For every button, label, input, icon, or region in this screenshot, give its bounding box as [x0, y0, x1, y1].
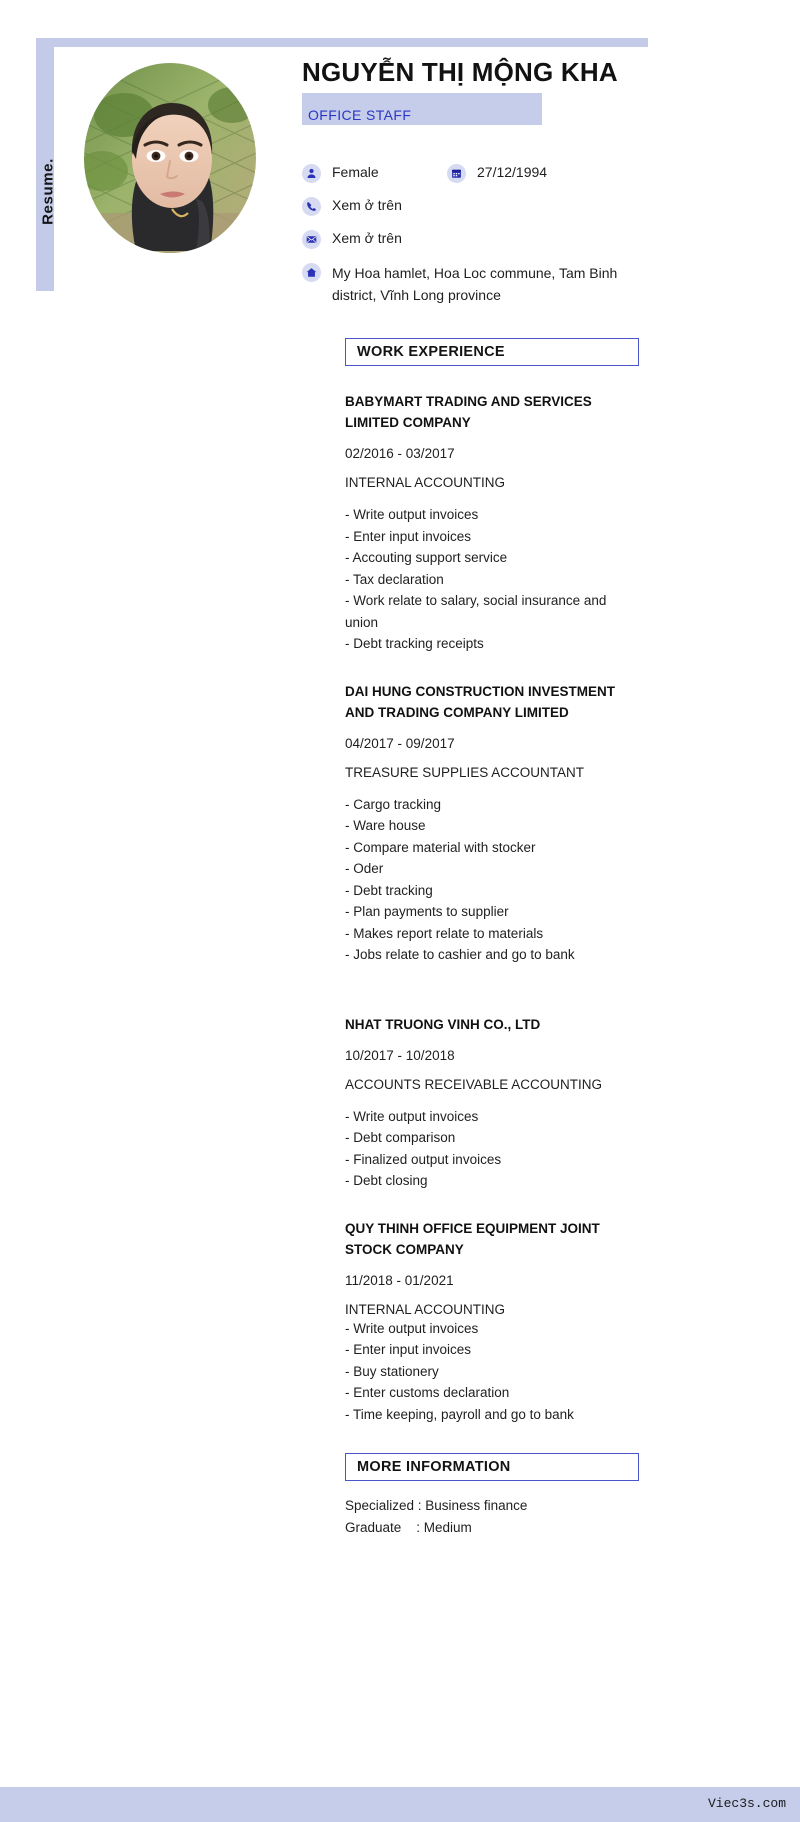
bullet-item: - Time keeping, payroll and go to bank — [345, 1406, 574, 1422]
phone-icon — [302, 197, 321, 216]
job-bullets — [345, 794, 639, 966]
bullet-item: - Work relate to salary, social insurance and union — [345, 593, 607, 630]
section-header-work-experience — [345, 338, 639, 366]
bullet-item: - Compare material with stocker — [345, 839, 536, 855]
bullet-item: - Plan payments to supplier — [345, 904, 509, 919]
resume-header — [36, 38, 648, 302]
gender-value: Female — [332, 164, 379, 180]
section-title: WORK EXPERIENCE — [357, 344, 505, 360]
job-role: TREASURE SUPPLIES ACCOUNTANT — [345, 764, 585, 780]
footer-band — [0, 1787, 800, 1822]
contact-gender — [302, 163, 447, 183]
bullet-item: - Finalized output invoices — [345, 1151, 502, 1167]
bullet-item: - Enter input invoices — [345, 528, 472, 544]
resume-vertical-label: Resume. — [39, 158, 57, 225]
bullet-item: - Tax declaration — [345, 571, 444, 587]
job-dates: 10/2017 - 10/2018 — [345, 1047, 455, 1063]
job-role: INTERNAL ACCOUNTING — [345, 1301, 506, 1317]
job-entry — [345, 391, 639, 655]
home-icon — [302, 263, 321, 282]
job-bullets — [345, 1318, 639, 1426]
bullet-item: - Debt tracking — [345, 882, 433, 898]
job-dates: 02/2016 - 03/2017 — [345, 446, 455, 461]
bullet-item: - Debt tracking receipts — [345, 636, 484, 651]
job-entry — [345, 1014, 639, 1192]
bullet-item: - Debt closing — [345, 1173, 428, 1188]
email-icon — [302, 230, 321, 249]
page-title: NGUYỄN THỊ MỘNG KHA — [302, 57, 618, 87]
bullet-item: - Write output invoices — [345, 1320, 479, 1336]
job-title: OFFICE STAFF — [308, 107, 412, 123]
job-bullets — [345, 504, 639, 655]
job-role: INTERNAL ACCOUNTING — [345, 475, 506, 490]
job-company: NHAT TRUONG VINH CO., LTD — [345, 1016, 541, 1032]
bullet-item: - Debt comparison — [345, 1130, 456, 1145]
bullet-item: - Write output invoices — [345, 507, 479, 522]
bullet-item: - Makes report relate to materials — [345, 925, 544, 941]
info-line-specialized: Specialized : Business finance — [345, 1498, 528, 1513]
bullet-item: - Ware house — [345, 818, 426, 833]
section-header-more-information — [345, 1453, 639, 1481]
contact-block — [302, 163, 648, 306]
job-company: BABYMART TRADING AND SERVICES LIMITED COMPANY — [345, 394, 592, 430]
birthday-value: 27/12/1994 — [477, 164, 548, 180]
footer-watermark: Viec3s.com — [707, 1796, 786, 1811]
job-bullets — [345, 1106, 639, 1192]
resume-body — [345, 338, 639, 1539]
bullet-item: - Oder — [345, 861, 384, 876]
info-line-graduate: Graduate : Medium — [345, 1520, 472, 1535]
person-icon — [302, 164, 321, 183]
job-entry — [345, 1218, 639, 1426]
bullet-item: - Cargo tracking — [345, 796, 442, 812]
job-role: ACCOUNTS RECEIVABLE ACCOUNTING — [345, 1076, 603, 1092]
job-dates: 04/2017 - 09/2017 — [345, 735, 455, 751]
contact-row-address — [302, 262, 648, 306]
job-entry — [345, 681, 639, 966]
bullet-item: - Enter input invoices — [345, 1342, 472, 1357]
bullet-item: - Buy stationery — [345, 1363, 439, 1379]
address-value: My Hoa hamlet, Hoa Loc commune, Tam Binh district, Vĩnh Long province — [332, 265, 618, 303]
contact-row-phone — [302, 196, 648, 216]
job-dates: 11/2018 - 01/2021 — [345, 1272, 454, 1288]
avatar — [84, 63, 256, 253]
email-value: Xem ở trên — [332, 230, 402, 246]
section-title: MORE INFORMATION — [357, 1459, 511, 1475]
phone-value: Xem ở trên — [332, 197, 402, 213]
section-spacer — [345, 992, 639, 1014]
bullet-item: - Jobs relate to cashier and go to bank — [345, 947, 575, 962]
contact-row-email — [302, 229, 648, 249]
bullet-item: - Write output invoices — [345, 1108, 479, 1124]
bullet-item: - Enter customs declaration — [345, 1385, 510, 1400]
bullet-item: - Accouting support service — [345, 550, 508, 565]
header-top-band — [36, 38, 648, 47]
calendar-icon — [447, 164, 466, 183]
job-company: DAI HUNG CONSTRUCTION INVESTMENT AND TRADING COMPANY LIMITED — [345, 683, 615, 720]
contact-row-gender-birthday — [302, 163, 648, 183]
contact-birthday — [447, 163, 592, 183]
job-company: QUY THINH OFFICE EQUIPMENT JOINT STOCK COMPANY — [345, 1220, 600, 1257]
